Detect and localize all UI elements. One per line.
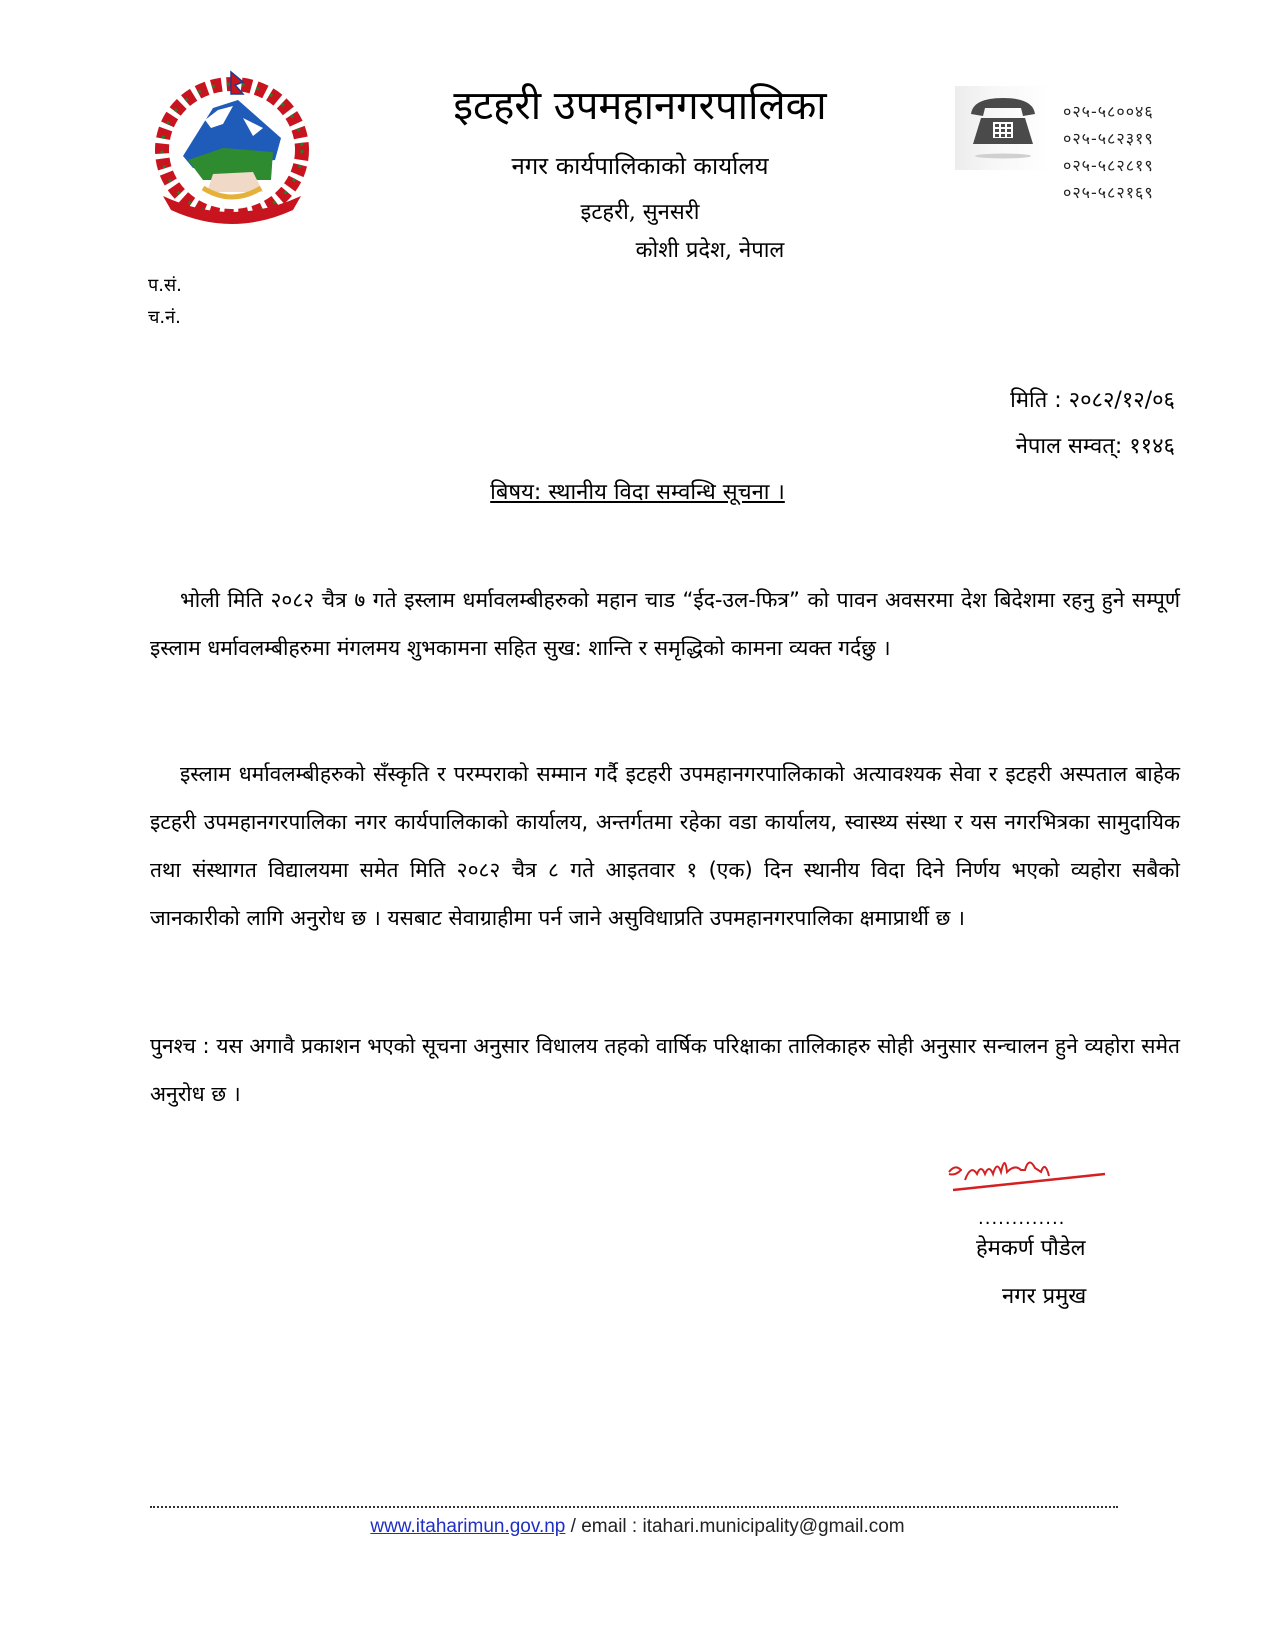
telephone-icon (955, 86, 1050, 170)
phone-number: ०२५-५८२१६९ (1063, 183, 1154, 202)
phone-number: ०२५-५८२३१९ (1063, 129, 1154, 148)
address-line-1: इटहरी, सुनसरी (580, 200, 700, 225)
signature-image (945, 1150, 1115, 1200)
body-paragraph-postscript: पुनश्च : यस अगावै प्रकाशन भएको सूचना अनुसार विधालय तहको वार्षिक परिक्षाका तालिकाहरु सोही अनुसार सन्चालन हुने व्यहोरा समेत अनुरोध छ । (150, 1034, 1180, 1106)
date-nepal-sambat: नेपाल सम्वत्: ११४६ (1015, 434, 1175, 459)
phone-numbers (1063, 98, 1154, 206)
letter-number-label: प.सं. (148, 275, 182, 296)
phone-number: ०२५-५८२८१९ (1063, 156, 1154, 175)
footer-separator: / email : (565, 1516, 643, 1537)
telephone-icon-panel (955, 86, 1050, 170)
signer-name: हेमकर्ण पौडेल (976, 1236, 1086, 1261)
footer-email: itahari.municipality@gmail.com (642, 1516, 905, 1537)
nepal-emblem-icon (143, 68, 321, 228)
organization-title: इटहरी उपमहानगरपालिका (453, 83, 827, 129)
body-paragraph-holiday-notice: इस्लाम धर्मावलम्बीहरुको सँस्कृति र परम्पराको सम्मान गर्दै इटहरी उपमहानगरपालिकाको अत्यावश्यक सेवा र इटहरी अस्पताल बाहेक इटहरी उपमहानगरपालिका नगर कार्यपालिकाको कार्यालय, अन्तर्गतमा रहेका वडा कार्यालय, स्वास्थ्य संस्था र यस नगरभित्रका सामुदायिक तथा संस्थागत विद्यालयमा समेत मिति २०८२ चैत्र ८ गते आइतवार १ (एक) दिन स्थानीय विदा दिने निर्णय भएको व्यहोरा सबैको जानकारीको लागि अनुरोध छ । यसबाट सेवाग्राहीमा पर्न जाने असुविधाप्रति उपमहानगरपालिका क्षमाप्रार्थी छ । (150, 762, 1180, 930)
date-bs: मिति : २०८२/१२/०६ (1010, 388, 1175, 413)
phone-number: ०२५-५८००४६ (1063, 102, 1154, 121)
footer-divider (150, 1506, 1118, 1508)
reference-numbers (148, 270, 182, 334)
body-paragraph-greeting: भोली मिति २०८२ चैत्र ७ गते इस्लाम धर्मावलम्बीहरुको महान चाड “ईद-उल-फित्र” को पावन अवसरमा देश बिदेशमा रहनु हुने सम्पूर्ण इस्लाम धर्मावलम्बीहरुमा मंगलमय शुभकामना सहित सुख: शान्ति र समृद्धिको कामना व्यक्त गर्दछु । (150, 588, 1180, 660)
subject-text: बिषय: स्थानीय विदा सम्वन्धि सूचना । (490, 480, 785, 505)
signer-title: नगर प्रमुख (1002, 1284, 1087, 1309)
website-link[interactable]: www.itaharimun.gov.np (370, 1516, 566, 1537)
address-line-2: कोशी प्रदेश, नेपाल (635, 238, 785, 263)
dispatch-number-label: च.नं. (148, 307, 181, 328)
subject-line (0, 478, 1275, 508)
footer-contact (0, 1516, 1275, 1538)
office-name: नगर कार्यपालिकाको कार्यालय (511, 152, 769, 180)
signature-dots: ............. (978, 1208, 1066, 1229)
date-block (1010, 378, 1175, 470)
